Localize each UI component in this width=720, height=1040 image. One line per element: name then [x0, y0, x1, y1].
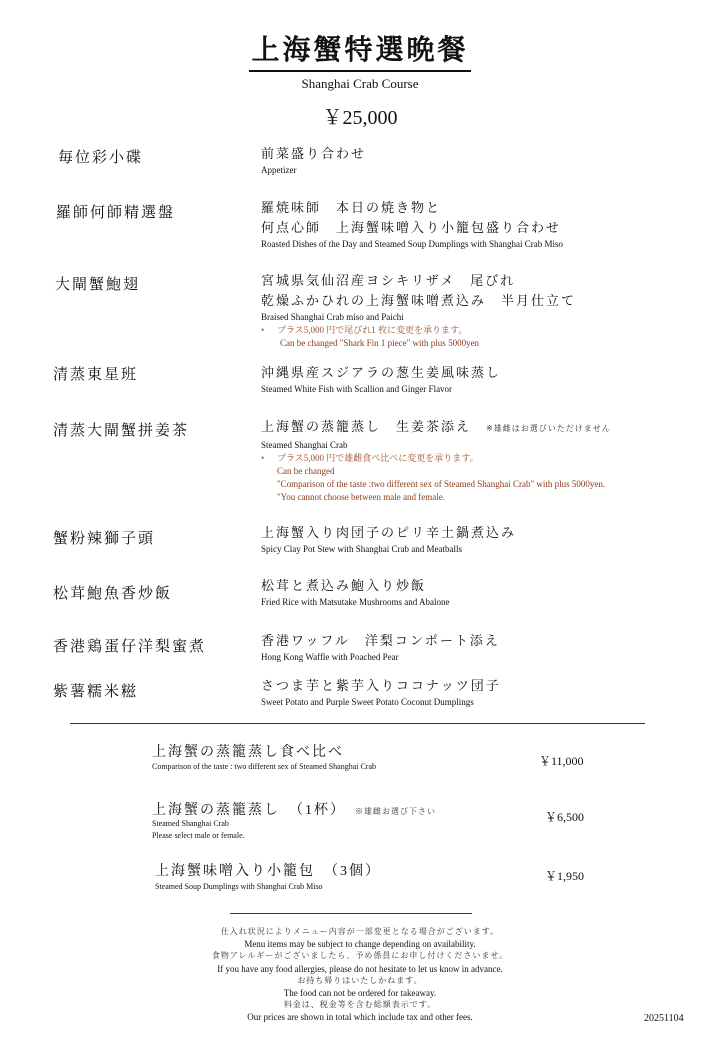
dish-jp: 松茸と煮込み鮑入り炒飯 [261, 578, 427, 593]
course-item-name: 清蒸大閘蟹拼姜茶 [53, 423, 190, 439]
extra-item-name: 上海蟹味噌入り小籠包 （3個） [155, 864, 381, 879]
extra-item-name: 上海蟹の蒸籠蒸し （1杯） ※雄雌お選び下さい [152, 803, 436, 818]
extra-item-en: Steamed Soup Dumplings with Shanghai Crab Miso [155, 882, 323, 891]
dish-jp: 宮城県気仙沼産ヨシキリザメ 尾びれ [261, 273, 516, 288]
extra-item-en: Steamed Shanghai Crab [152, 819, 229, 828]
notice-jp: 仕入れ状況によりメニュー内容が一部変更となる場合がございます。 [220, 927, 500, 936]
course-item-name: 毎位彩小碟 [58, 150, 144, 166]
dish-en: Roasted Dishes of the Day and Steamed Soup Dumplings with Shanghai Crab Miso [261, 239, 563, 249]
dish-en: Spicy Clay Pot Stew with Shanghai Crab and Meatballs [261, 544, 462, 554]
dish-jp: 羅焼味師 本日の焼き物と [261, 200, 442, 215]
extra-item-en: Please select male or female. [152, 831, 245, 840]
upgrade-note-en: Can be changed [277, 466, 335, 476]
notice-en: If you have any food allergies, please do not hesitate to let us know in advance. [217, 963, 503, 974]
course-item-name: 蟹粉辣獅子頭 [53, 531, 156, 547]
course-item-desc [261, 523, 516, 556]
extra-item-price: ￥1,950 [545, 869, 585, 883]
extra-item-price: ￥6,500 [545, 810, 585, 824]
dish-jp: 沖縄県産スジアラの葱生姜風味蒸し [261, 365, 502, 380]
course-item-name: 羅師何師精選盤 [56, 205, 176, 221]
dish-jp: 上海蟹の蒸籠蒸し 生姜茶添え ※雄雌はお選びいただけません [261, 419, 611, 434]
course-item-desc [261, 576, 449, 609]
course-price: ￥25,000 [322, 107, 398, 129]
course-item-desc [261, 271, 576, 350]
course-item-desc [261, 631, 500, 664]
menu-title-en: Shanghai Crab Course [301, 76, 419, 91]
dish-jp: 上海蟹入り肉団子のピリ辛土鍋煮込み [261, 525, 517, 540]
course-item-desc [261, 417, 611, 504]
footer-notice [0, 926, 720, 1024]
course-item-name: 清蒸東星班 [53, 367, 139, 383]
menu-title-jp: 上海蟹特選晩餐 [249, 34, 470, 72]
dish-jp: 何点心師 上海蟹味噌入り小籠包盛り合わせ [261, 220, 562, 235]
dish-en: Steamed Shanghai Crab [261, 440, 348, 450]
notice-en: Our prices are shown in total which include tax and other fees. [247, 1012, 473, 1023]
extra-item-name: 上海蟹の蒸籠蒸し食べ比べ [152, 745, 344, 760]
dish-en: Braised Shanghai Crab miso and Paichi [261, 312, 404, 322]
notice-jp: お持ち帰りはいたしかねます。 [297, 975, 423, 985]
dish-en: Fried Rice with Matsutake Mushrooms and Abalone [261, 597, 450, 607]
course-item-desc [261, 363, 501, 396]
notice-en: The food can not be ordered for takeaway. [283, 988, 437, 999]
dish-en: Hong Kong Waffle with Poached Pear [261, 652, 399, 662]
dish-jp: 香港ワッフル 洋梨コンポート添え [261, 633, 500, 648]
course-item-name: 香港鶏蛋仔洋梨蜜煮 [53, 639, 207, 655]
extra-item-price: ￥11,000 [539, 754, 584, 768]
dish-en: Steamed White Fish with Scallion and Ginger Flavor [261, 384, 453, 394]
notice-en: Menu items may be subject to change depending on availability. [244, 939, 476, 950]
course-item-desc [261, 676, 501, 709]
dish-en: Sweet Potato and Purple Sweet Potato Coconut Dumplings [261, 697, 474, 707]
sex-select-note: ※雄雌お選び下さい [355, 807, 436, 816]
upgrade-note-en: Can be changed "Shark Fin 1 piece" with plus 5000yen [280, 338, 480, 348]
extra-item-en: Comparison of the taste : two different sex of Steamed Shanghai Crab [152, 762, 377, 771]
dish-jp: さつま芋と紫芋入りココナッツ団子 [261, 678, 501, 693]
sex-note: ※雄雌はお選びいただけません [486, 424, 611, 433]
section-divider [70, 723, 645, 724]
upgrade-note: • プラス5,000 円で尾びれ1 枚に変更を承ります。 [261, 325, 468, 335]
notice-jp: 食物アレルギーがございましたら、予め係員にお申し付けくださいませ。 [211, 951, 509, 961]
upgrade-note: • プラス5,000 円で雄雌食べ比べに変更を承ります。 [261, 453, 479, 463]
upgrade-note-en: "You cannot choose between male and female. [277, 492, 445, 502]
notice-jp: 料金は、税金等を含む総額表示です。 [283, 1000, 437, 1010]
course-item-desc [261, 198, 563, 251]
upgrade-note-en: "Comparison of the taste :two different sex of Steamed Shanghai Crab" with plus 5000yen. [277, 479, 606, 489]
course-item-desc [261, 144, 366, 177]
course-item-name: 紫薯糯米糍 [53, 684, 139, 700]
course-item-name: 大閘蟹鮑翅 [55, 277, 141, 293]
bullet-icon: • [261, 453, 265, 463]
menu-title [0, 34, 720, 72]
bullet-icon: • [261, 325, 265, 335]
footer-divider [230, 913, 472, 914]
dish-en: Appetizer [261, 165, 297, 175]
menu-date: 20251104 [644, 1013, 684, 1024]
dish-jp: 前菜盛り合わせ [261, 146, 367, 161]
dish-jp: 乾燥ふかひれの上海蟹味噌煮込み 半月仕立て [261, 293, 577, 308]
course-item-name: 松茸鮑魚香炒飯 [53, 586, 173, 602]
